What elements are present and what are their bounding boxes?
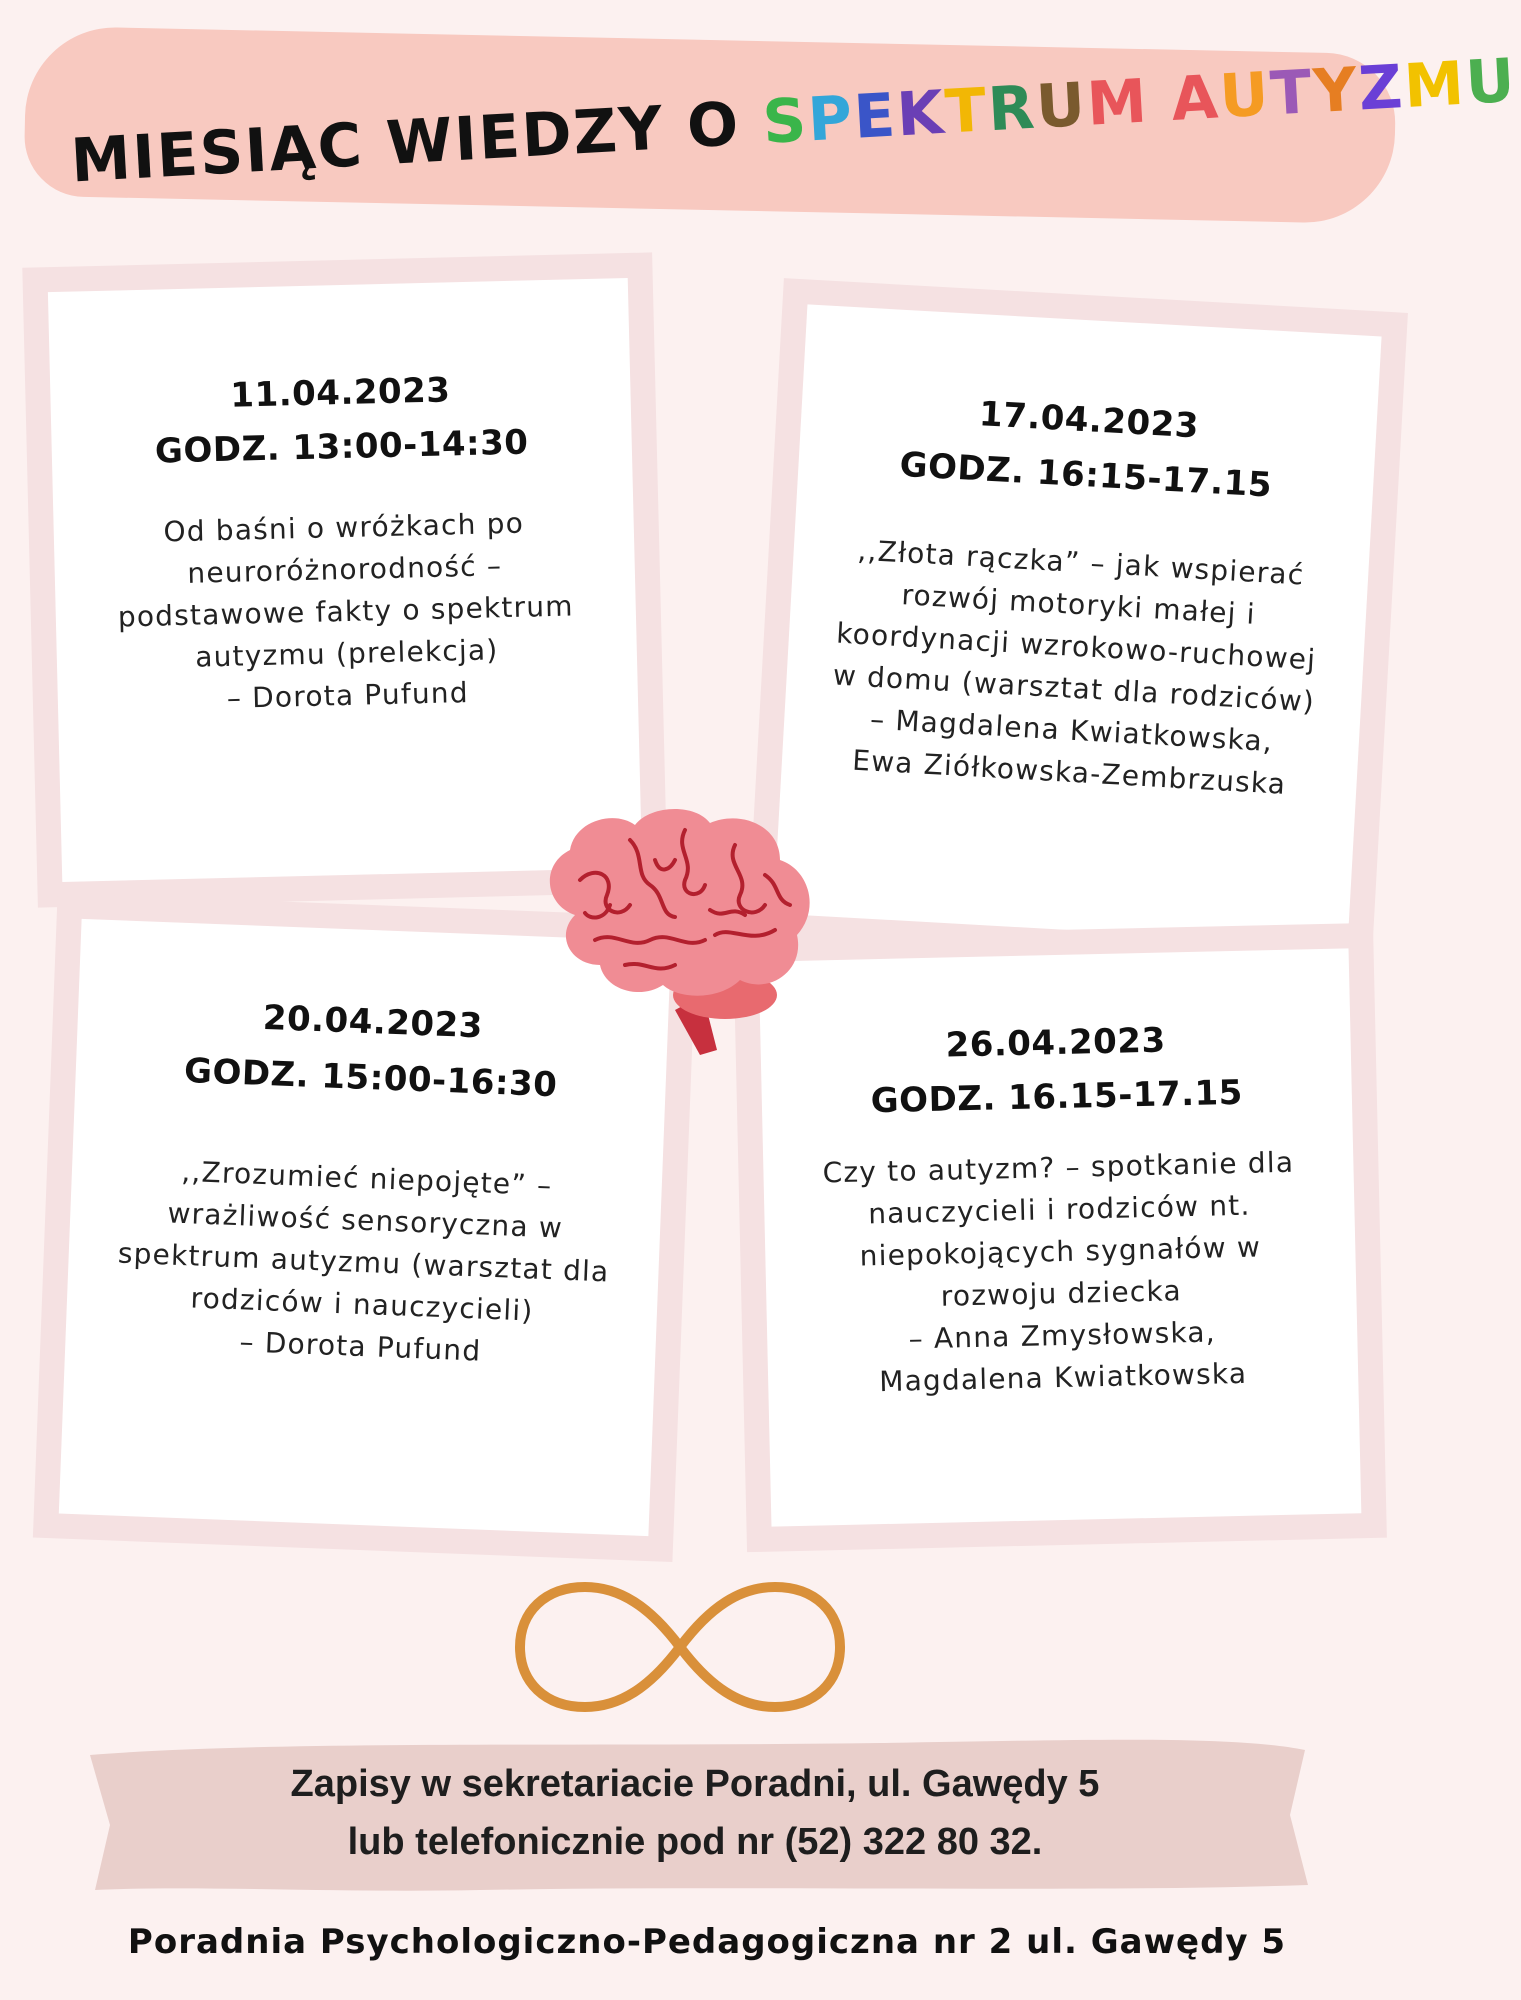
brain-icon bbox=[535, 805, 820, 1050]
event-card-4 bbox=[759, 948, 1362, 1526]
event-date: 26.04.2023 bbox=[945, 1020, 1167, 1066]
event-time: GODZ. 16.15-17.15 bbox=[870, 1072, 1244, 1122]
title-letter: U bbox=[1463, 45, 1519, 119]
title-letter: Z bbox=[1356, 52, 1407, 125]
title-letter: T bbox=[943, 75, 991, 148]
signup-line-2: lub telefonicznie pod nr (52) 322 80 32. bbox=[347, 1821, 1043, 1863]
title-letter: R bbox=[986, 72, 1039, 146]
event-card-frame-2 bbox=[747, 278, 1408, 972]
event-card-2 bbox=[773, 304, 1381, 945]
event-description: ,,Zrozumieć niepojęte” – wrażliwość sensoryczna w spektrum autyzmu (warsztat dla rodziców i nauczycieli) – Dorota Pufund bbox=[117, 1154, 610, 1368]
event-description: ,,Złota rączka” – jak wspierać rozwój motoryki małej i koordynacji wzrokowo-ruchowej w domu (warsztat dla rodziców) – Magdalena Kwiatkowska, Ewa Ziółkowska-Zembrzuska bbox=[832, 533, 1318, 801]
title-letter: K bbox=[894, 77, 948, 151]
title-letter: Y bbox=[1311, 54, 1361, 128]
title-letter: M bbox=[1402, 48, 1468, 122]
event-card-1 bbox=[48, 278, 642, 882]
event-date: 17.04.2023 bbox=[977, 394, 1200, 447]
event-card-frame-4 bbox=[733, 923, 1387, 1552]
title-letter: S bbox=[760, 85, 810, 158]
title-letter: M bbox=[1085, 66, 1151, 140]
event-time: GODZ. 15:00-16:30 bbox=[183, 1050, 559, 1106]
title-letter: U bbox=[1217, 59, 1273, 133]
title-dark-part: MIESIĄC WIEDZY O bbox=[69, 87, 765, 197]
event-date: 11.04.2023 bbox=[229, 370, 451, 416]
title-letter: P bbox=[806, 82, 856, 156]
event-time: GODZ. 13:00-14:30 bbox=[154, 422, 529, 472]
footer-organization: Poradnia Psychologiczno-Pedagogiczna nr 2 ul. Gawędy 5 bbox=[127, 1922, 1287, 1962]
title-letter: T bbox=[1268, 57, 1316, 130]
title-letter: U bbox=[1034, 69, 1089, 143]
event-time: GODZ. 16:15-17.15 bbox=[898, 444, 1274, 506]
infinity-icon bbox=[510, 1572, 850, 1722]
event-description: Czy to autyzm? – spotkanie dla nauczycieli i rodziców nt. niepokojących sygnałów w rozwoju dziecka – Anna Zmysłowska, Magdalena Kwiatkowska bbox=[822, 1145, 1295, 1399]
signup-info bbox=[80, 1755, 1310, 1871]
event-date: 20.04.2023 bbox=[262, 997, 484, 1047]
signup-line-1: Zapisy w sekretariacie Poradni, ul. Gawędy 5 bbox=[290, 1763, 1100, 1805]
title-rainbow-part bbox=[761, 46, 1518, 158]
title-letter: A bbox=[1169, 62, 1222, 135]
event-description: Od baśni o wróżkach po neuroróżnorodność – podstawowe fakty o spektrum autyzmu (prelekcja) – Dorota Pufund bbox=[117, 506, 575, 715]
title-letter: E bbox=[852, 80, 899, 153]
